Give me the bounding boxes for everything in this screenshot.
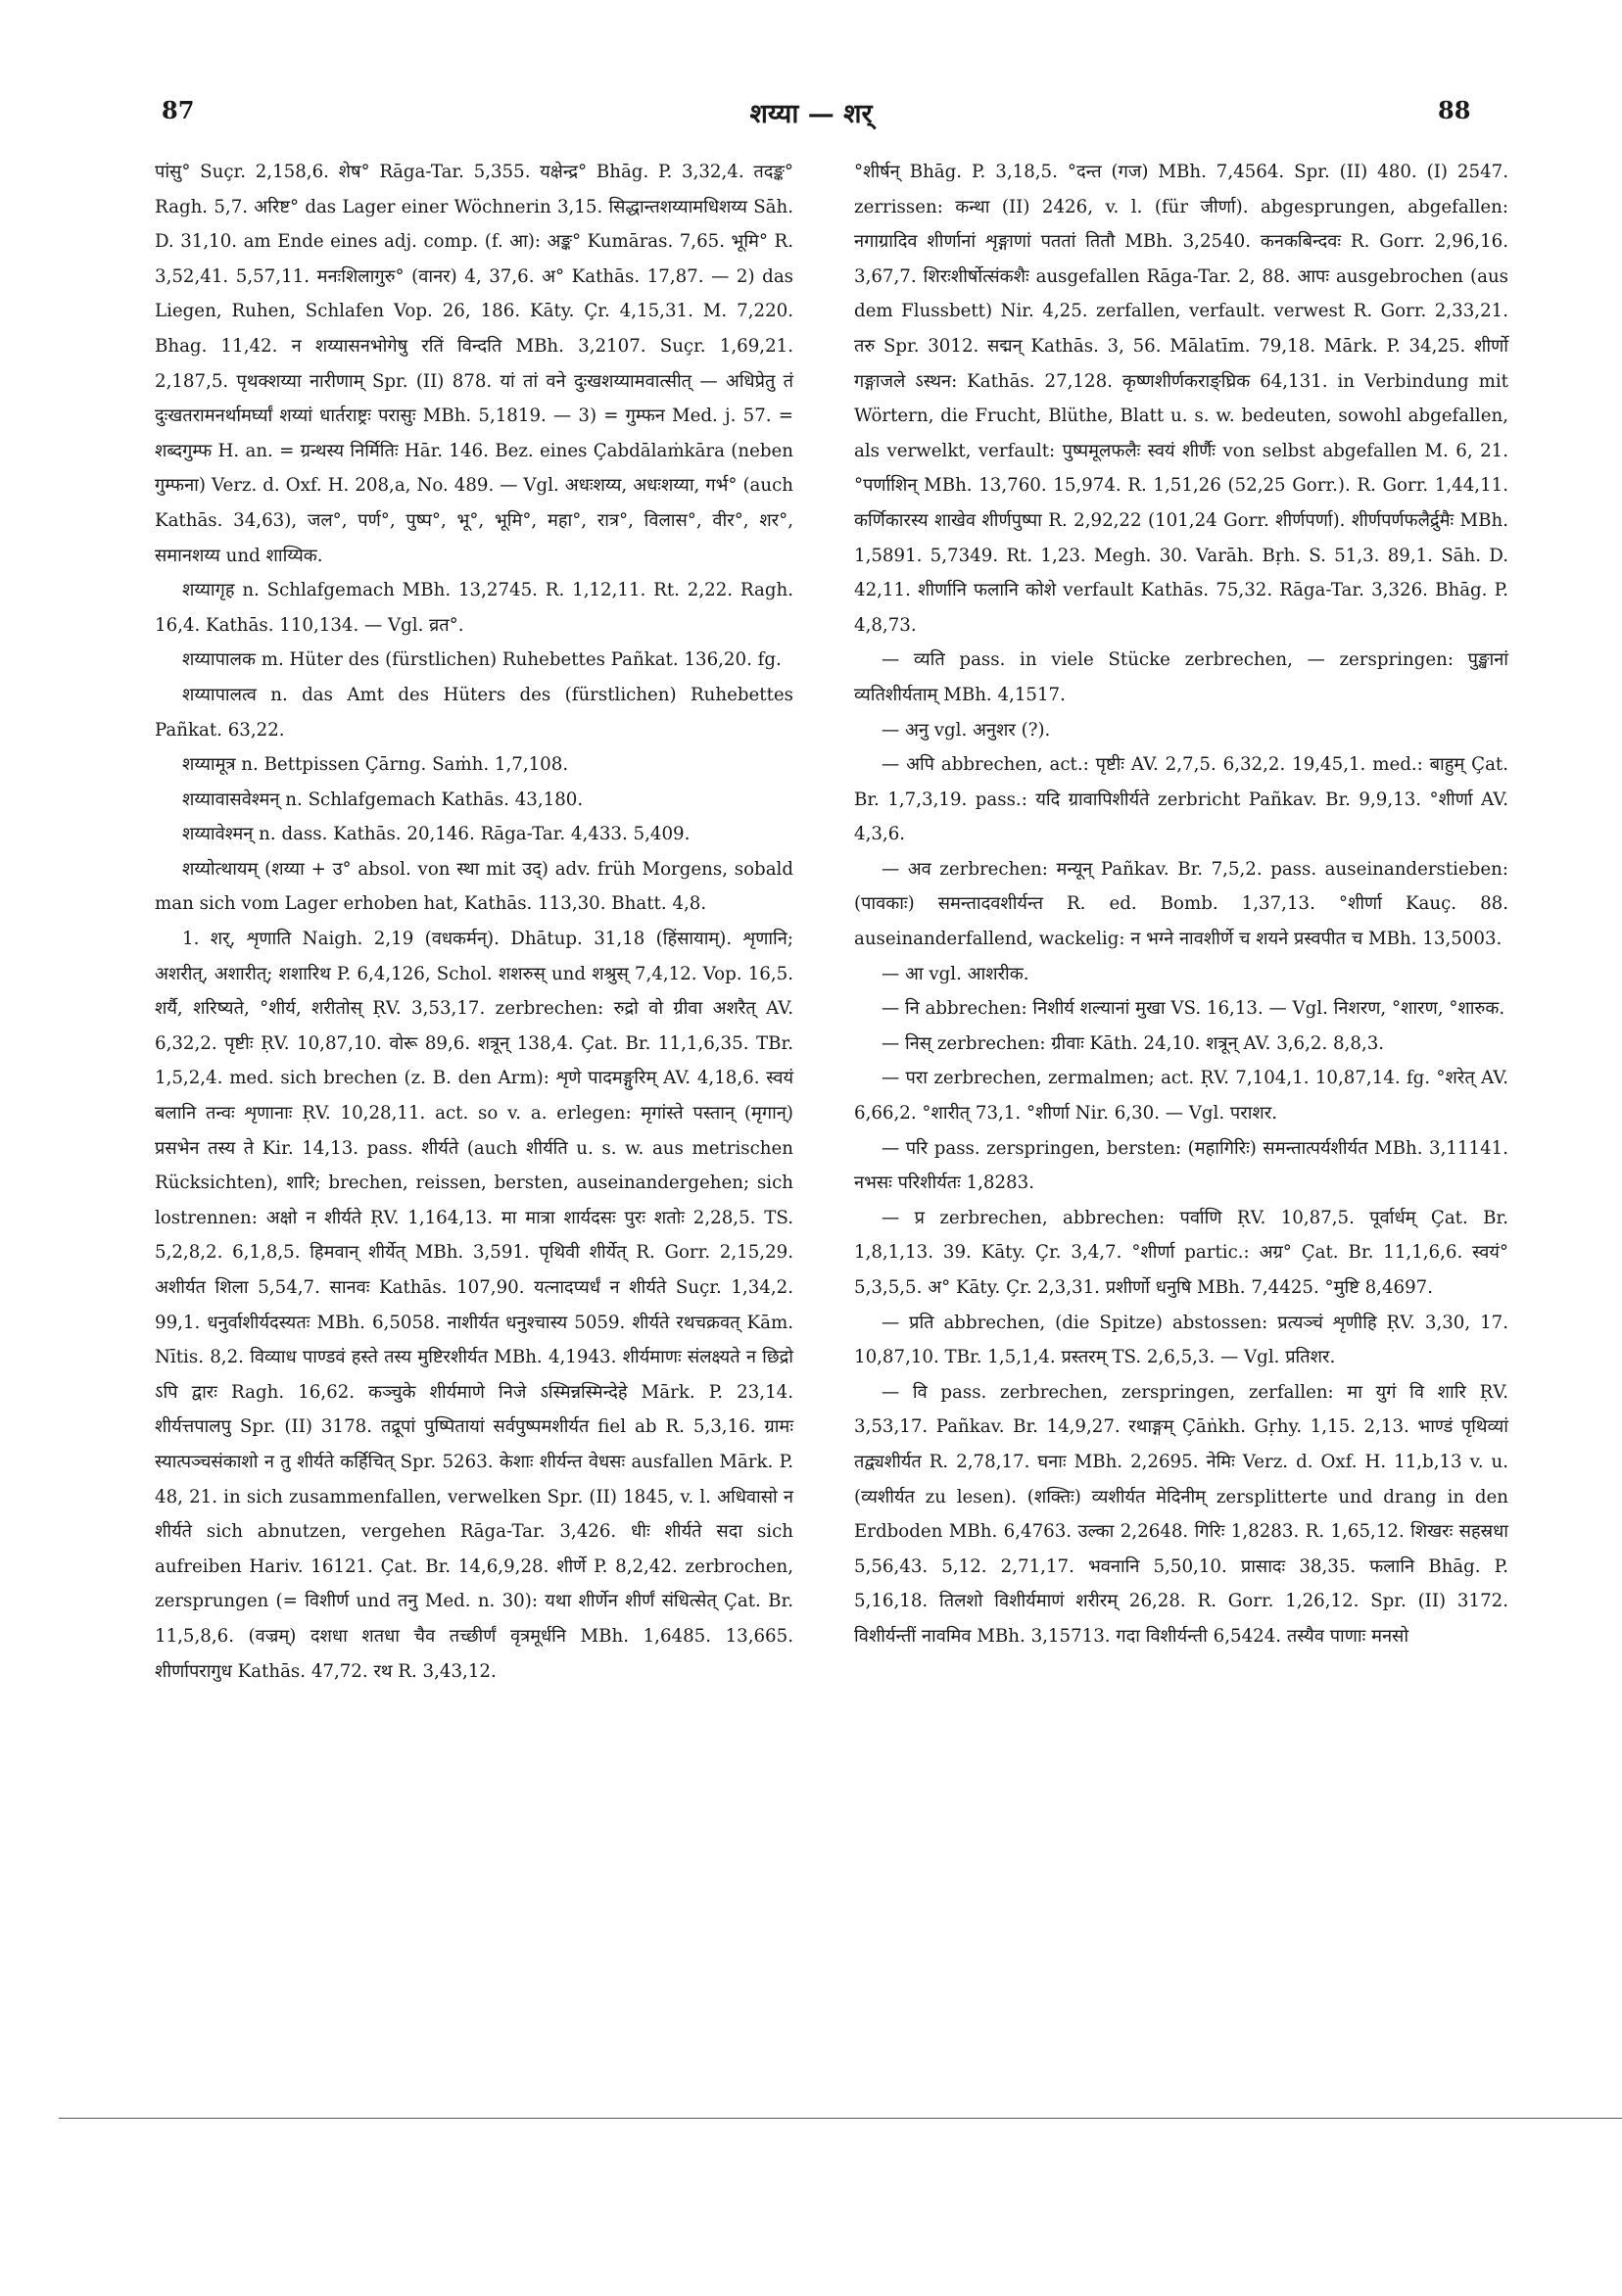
dictionary-entry: — व्यति pass. in viele Stücke zerbrechen, — zerspringen: पुङ्खानां व्यतिशीर्यताम् MBh. 4,1517. — [854, 649, 1508, 705]
dictionary-entry: पांसु° Suçr. 2,158,6. शेष° Rāga-Tar. 5,355. यक्षेन्द्र° Bhāg. P. 3,32,4. तदङ्क° Ragh. 5,7. अरिष्ट° das Lager einer Wöchnerin 3,15. सिद्धान्तशय्यामधिशय्य Sāh. D. 31,10. am Ende eines adj. comp. (f. आ): अङ्क° Kumāras. 7,65. भूमि° R. 3,52,41. 5,57,11. मनःशिलागुरु° (वानर) 4, 37,6. अ° Kathās. 17,87. — 2) das Liegen, Ruhen, Schlafen Vop. 26, 186. Kāty. Çr. 4,15,31. M. 7,220. Bhag. 11,42. न शय्यासनभोगेषु रतिं विन्दति MBh. 3,2107. Suçr. 1,69,21. 2,187,5. पृथक्शय्या नारीणाम् Spr. (II) 878. यां तां वने दुःखशय्यामवात्सीत् — अधिप्रेतु तं दुःखतरामनर्थामर्घ्यां शय्यां धार्तराष्ट्रः परासुः MBh. 5,1819. — 3) = गुम्फन Med. j. 57. = शब्दगुम्फ H. an. = ग्रन्थस्य निर्मितिः Hār. 146. Bez. eines Çabdālaṁkāra (neben गुम्फना) Verz. d. Oxf. H. 208,a, No. 489. — Vgl. अधःशय्य, अधःशय्या, गर्भ° (auch Kathās. 34,63), जल°, पर्ण°, पुष्प°, भू°, भूमि°, महा°, रात्र°, विलास°, वीर°, शर°, समानशय्य und शाय्यिक. — [155, 162, 793, 566]
right-column — [854, 155, 1508, 1654]
page-number-left: 87 — [162, 96, 195, 124]
dictionary-entry: — अव zerbrechen: मन्यून् Pañkav. Br. 7,5,2. pass. auseinanderstieben: (पावकाः) समन्तादवशीर्यन्त R. ed. Bomb. 1,37,13. °शीर्णा Kauç. 88. auseinanderfallend, wackelig: न भग्ने नावशीर्णे च शयने प्रस्वपीत च MBh. 13,5003. — [854, 858, 1508, 950]
dictionary-entry: — अनु vgl. अनुशर (?). — [882, 719, 1051, 741]
dictionary-entry: — नि abbrechen: निशीर्य शल्यानां मुखा VS. 16,13. — Vgl. निशरण, °शारण, °शारुक. — [882, 998, 1505, 1020]
dictionary-entry: शय्यावेश्मन् n. dass. Kathās. 20,146. Rāga-Tar. 4,433. 5,409. — [182, 824, 691, 845]
dictionary-entry: — वि pass. zerbrechen, zerspringen, zerfallen: मा युगं वि शारि ṚV. 3,53,17. Pañkav. Br. 14,9,27. रथाङ्गम् Çāṅkh. Gṛhy. 1,15. 2,13. भाण्डं पृथिव्यां तद्व्यशीर्यत R. 2,78,17. घनाः MBh. 2,2695. नेमिः Verz. d. Oxf. H. 11,b,13 v. u. (व्यशीर्यत zu lesen). (शक्तिः) व्यशीर्यत मेदिनीम् zersplitterte und drang in den Erdboden MBh. 6,4763. उल्का 2,2648. गिरिः 1,8283. R. 1,65,12. शिखरः सहस्रधा 5,56,43. 5,12. 2,71,17. भवनानि 5,50,10. प्रासादः 38,35. फलानि Bhāg. P. 5,16,18. तिलशो विशीर्यमाणं शरीरम् 26,28. R. Gorr. 1,26,12. Spr. (II) 3172. विशीर्यन्तीं नावमिव MBh. 3,15713. गदा विशीर्यन्ती 6,5424. तस्यैव पाणाः मनसो — [854, 1381, 1508, 1647]
dictionary-entry: °शीर्षन् Bhāg. P. 3,18,5. °दन्त (गज) MBh. 7,4564. Spr. (II) 480. (I) 2547. zerrissen: कन्था (II) 2426, v. l. (für जीर्णा). abgesprungen, abgefallen: नगाग्रादिव शीर्णानां शृङ्गाणां पततां तितौ MBh. 3,2540. कनकबिन्दवः R. Gorr. 2,96,16. 3,67,7. शिरःशीर्षोत्संकशैः ausgefallen Rāga-Tar. 2, 88. आपः ausgebrochen (aus dem Flussbett) Nir. 4,25. zerfallen, verfault. verwest R. Gorr. 2,33,21. तरु Spr. 3012. सद्मन् Kathās. 3, 56. Mālatīm. 79,18. Mārk. P. 34,25. शीर्णो गङ्गाजले ऽस्थन: Kathās. 27,128. कृष्णशीर्णकराङ्घ्रिक 64,131. in Verbindung mit Wörtern, die Frucht, Blüthe, Blatt u. s. w. bedeuten, sowohl abgefallen, als verwelkt, verfault: पुष्पमूलफलैः स्वयं शीर्णैः von selbst abgefallen M. 6, 21. °पर्णाशिन् MBh. 13,760. 15,974. R. 1,51,26 (52,25 Gorr.). R. Gorr. 1,44,11. कर्णिकारस्य शाखेव शीर्णपुष्पा R. 2,92,22 (101,24 Gorr. शीर्णपर्णा). शीर्णपर्णफलैर्द्रुमैः MBh. 1,5891. 5,7349. Rt. 1,23. Megh. 30. Varāh. Bṛh. S. 51,3. 89,1. Sāh. D. 42,11. शीर्णानि फलानि कोशे verfault Kathās. 75,32. Rāga-Tar. 3,326. Bhāg. P. 4,8,73. — [854, 162, 1508, 636]
dictionary-entry: — अपि abbrechen, act.: पृष्टीः AV. 2,7,5. 6,32,2. 19,45,1. med.: बाहुम् Çat. Br. 1,7,3,19. pass.: यदि ग्रावापिशीर्यते zerbricht Pañkav. Br. 9,9,13. °शीर्णा AV. 4,3,6. — [854, 754, 1508, 845]
dictionary-entry: शय्यापालत्व n. das Amt des Hüters des (fürstlichen) Ruhebettes Pañkat. 63,22. — [155, 684, 793, 741]
dictionary-entry: — परि pass. zerspringen, bersten: (महागिरिः) समन्तात्पर्यशीर्यत MBh. 3,11141. नभसः परिशीर्यतः 1,8283. — [854, 1137, 1508, 1194]
dictionary-entry: शय्यामूत्र n. Bettpissen Çārng. Saṁh. 1,7,108. — [182, 754, 569, 776]
page-number-right: 88 — [1438, 96, 1471, 124]
dictionary-entry: — प्रति abbrechen, (die Spitze) abstossen: प्रत्यञ्चं शृणीहि ṚV. 3,30, 17. 10,87,10. TBr. 1,5,1,4. प्रस्तरम् TS. 2,6,5,3. — Vgl. प्रतिशर. — [854, 1312, 1508, 1368]
dictionary-entry: शय्यागृह n. Schlafgemach MBh. 13,2745. R. 1,12,11. Rt. 2,22. Ragh. 16,4. Kathās. 110,134. — Vgl. व्रत°. — [155, 580, 793, 636]
dictionary-entry: — आ vgl. आशरीक. — [882, 963, 1029, 984]
dictionary-entry: 1. शर्, शृणाति Naigh. 2,19 (वधकर्मन्). Dhātup. 31,18 (हिंसायाम्). शृणानि; अशरीत्, अशारीत्; शशारिथ P. 6,4,126, Schol. शशरुस् und शश्रुस् 7,4,12. Vop. 16,5. शर्यै, शरिष्यते, °शीर्य, शरीतोस् ṚV. 3,53,17. zerbrechen: रुद्रो वो ग्रीवा अशरैत् AV. 6,32,2. पृष्टीः ṚV. 10,87,10. वोरू 89,6. शत्रून् 138,4. Çat. Br. 11,1,6,35. TBr. 1,5,2,4. med. sich brechen (z. B. den Arm): शृणे पादमङ्गुरिम् AV. 4,18,6. स्वयं बलानि तन्वः शृणानाः ṚV. 10,28,11. act. so v. a. erlegen: मृगांस्ते पस्तान् (मृगान्) प्रसभेन तस्य ते Kir. 14,13. pass. शीर्यते (auch शीर्यति u. s. w. aus metrischen Rücksichten), शारि; brechen, reissen, bersten, auseinandergehen; sich lostrennen: अक्षो न शीर्यते ṚV. 1,164,13. मा मात्रा शार्यदसः पुरः शतोः 2,28,5. TS. 5,2,8,2. 6,1,8,5. हिमवान् शीर्येत् MBh. 3,591. पृथिवी शीर्येत् R. Gorr. 2,15,29. अशीर्यत शिला 5,54,7. सानवः Kathās. 107,90. यत्नादप्यर्धं न शीर्यते Suçr. 1,34,2. 99,1. धनुर्वाशीर्यदस्यतः MBh. 6,5058. नाशीर्यत धनुश्चास्य 5059. शीर्यते रथचक्रवत् Kām. Nītis. 8,2. विव्याध पाण्डवं हस्ते तस्य मुष्टिरशीर्यत MBh. 4,1943. शीर्यमाणः संलक्ष्यते न छिद्रो ऽपि द्वारः Ragh. 16,62. कञ्चुके शीर्यमाणे निजे ऽस्मिन्नस्मिन्देहे Mārk. P. 23,14. शीर्यत्तपालपु Spr. (II) 3178. तद्रूपां पुष्पितायां सर्वपुष्पमशीर्यत fiel ab R. 5,3,16. ग्रामः स्यात्पञ्चसंकाशो न तु शीर्यते कर्हिचित् Spr. 5263. केशाः शीर्यन्त वेधसः ausfallen Mārk. P. 48, 21. in sich zusammenfallen, verwelken Spr. (II) 1845, v. l. अधिवासो न शीर्यते sich abnutzen, vergehen Rāga-Tar. 3,426. धीः शीर्यते सदा sich aufreiben Hariv. 16121. Çat. Br. 14,6,9,28. शीर्णे P. 8,2,42. zerbrochen, zersprungen (= विशीर्ण und तनु Med. n. 30): यथा शीर्णेन शीर्णं संधित्सेत् Çat. Br. 11,5,8,6. (वज्रम्) दशधा शतधा चैव तच्छीर्णं वृत्रमूर्धनि MBh. 1,6485. 13,665. शीर्णापरागुध Kathās. 47,72. रथ R. 3,43,12. — [155, 929, 793, 1682]
left-column — [155, 155, 793, 1689]
dictionary-entry: शय्यावासवेश्मन् n. Schlafgemach Kathās. 43,180. — [182, 789, 584, 810]
dictionary-entry: — प्र zerbrechen, abbrechen: पर्वाणि ṚV. 10,87,5. पूर्वार्धम् Çat. Br. 1,8,1,13. 39. Kāty. Çr. 3,4,7. °शीर्णा partic.: अग्र° Çat. Br. 11,1,6,6. स्वयं° 5,3,5,5. अ° Kāty. Çr. 2,3,31. प्रशीर्णो धनुषि MBh. 7,4425. °मुष्टि 8,4697. — [854, 1207, 1508, 1298]
dictionary-entry: शय्यापालक m. Hüter des (fürstlichen) Ruhebettes Pañkat. 136,20. fg. — [182, 649, 782, 671]
dictionary-entry: — परा zerbrechen, zermalmen; act. ṚV. 7,104,1. 10,87,14. fg. °शरेत् AV. 6,66,2. °शारीत् 73,1. °शीर्णा Nir. 6,30. — Vgl. पराशर. — [854, 1068, 1508, 1124]
dictionary-entry: शय्योत्थायम् (शय्या + उ° absol. von स्था mit उद्) adv. früh Morgens, sobald man sich vom Lager erhoben hat, Kathās. 113,30. Bhatt. 4,8. — [155, 858, 793, 915]
dictionary-entry: — निस् zerbrechen: ग्रीवाः Kāth. 24,10. शत्रून् AV. 3,6,2. 8,8,3. — [882, 1032, 1385, 1054]
running-headword: शय्या — शर् — [749, 99, 873, 129]
bottom-rule — [59, 2118, 1622, 2119]
